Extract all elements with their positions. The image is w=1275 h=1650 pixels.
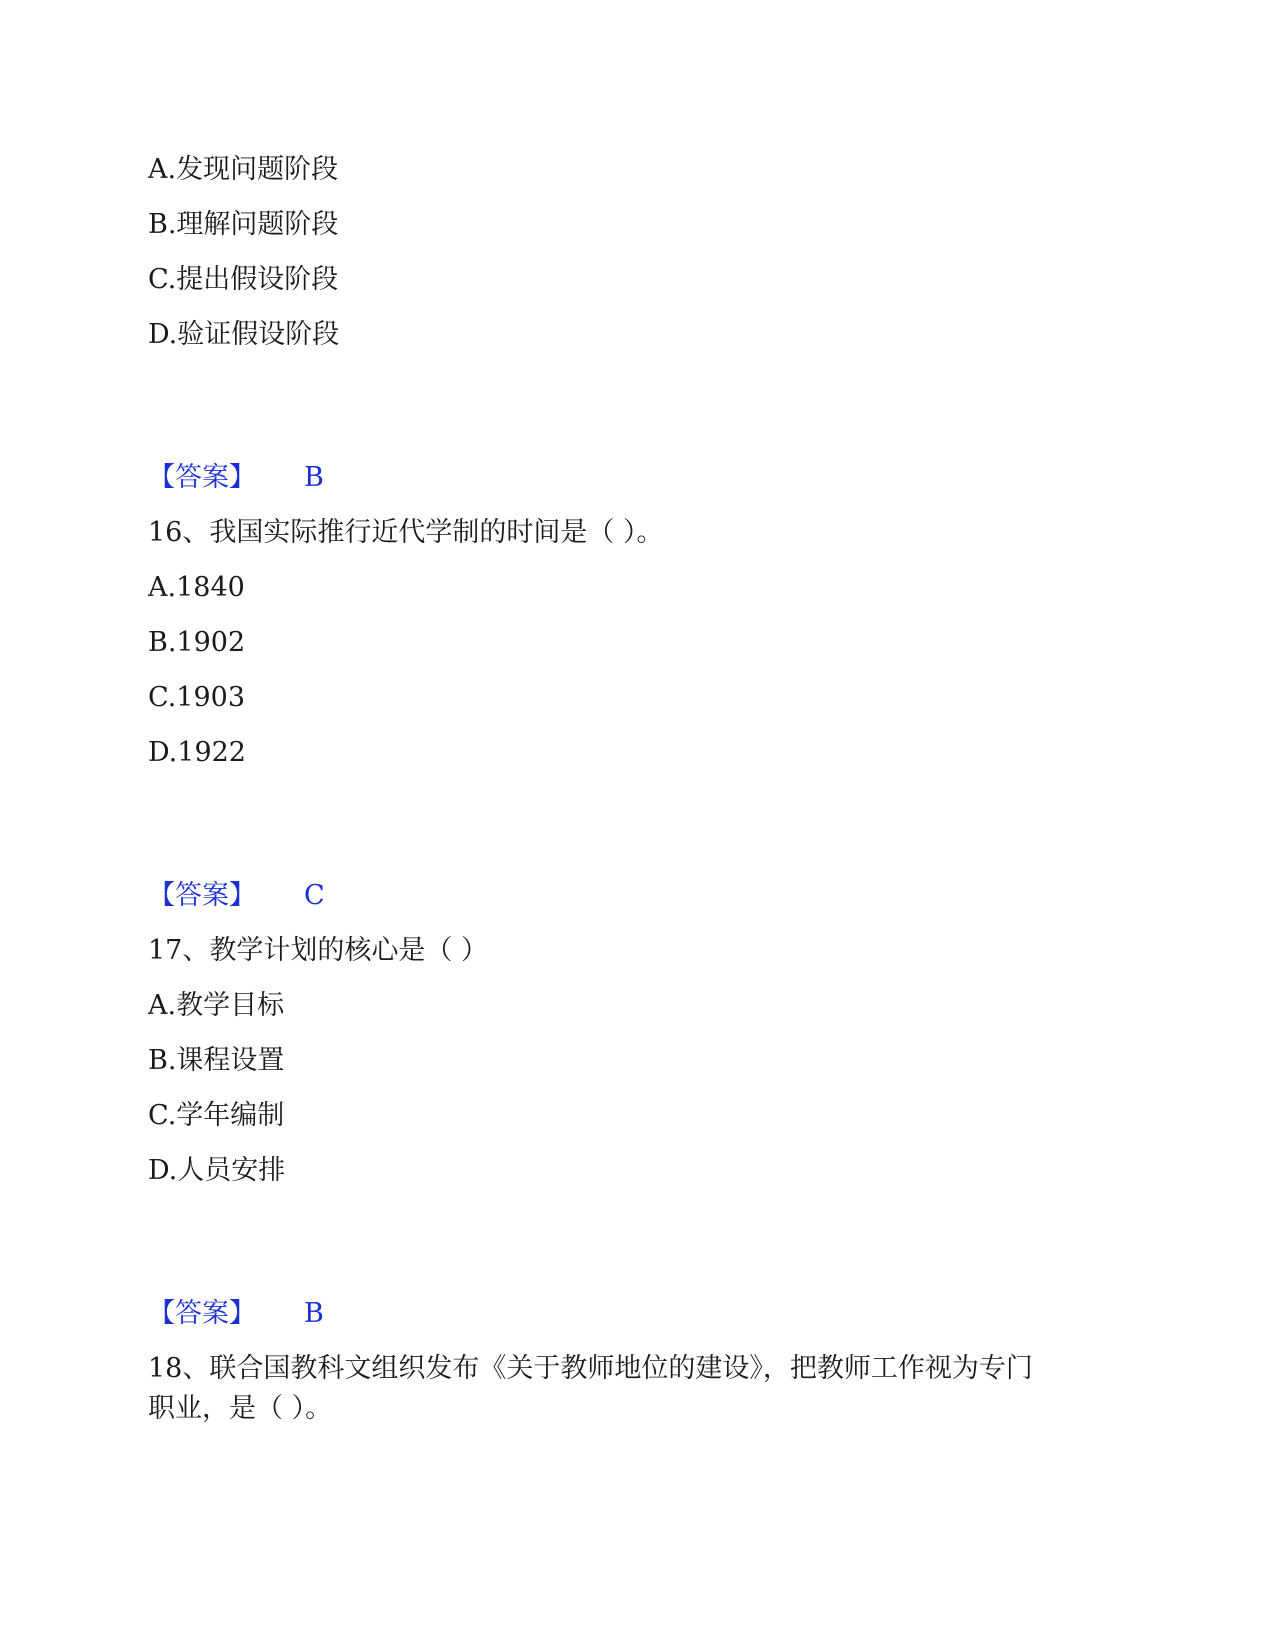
q18-question-line2: 职业，是（ ）。: [148, 1393, 333, 1424]
answer-label: 【答案】: [148, 880, 256, 911]
answer-value: B: [304, 462, 324, 493]
q15-option-c: C.提出假设阶段: [148, 264, 339, 295]
q18-question-line1: 18、联合国教科文组织发布《关于教师地位的建设》，把教师工作视为专门: [148, 1353, 1033, 1384]
q15-option-b: B.理解问题阶段: [148, 209, 339, 240]
q16-option-b: B.1902: [148, 627, 246, 658]
q18-question: [148, 1349, 1128, 1429]
q17-answer: [148, 1294, 324, 1334]
q16-question: 16、我国实际推行近代学制的时间是（ ）。: [148, 517, 664, 548]
q17-option-a: A.教学目标: [148, 990, 285, 1021]
answer-value: C: [304, 880, 325, 911]
q17-option-d: D.人员安排: [148, 1155, 286, 1186]
answer-value: B: [304, 1298, 324, 1329]
q15-answer: [148, 458, 324, 498]
answer-label: 【答案】: [148, 462, 256, 493]
q16-option-a: A.1840: [148, 572, 245, 603]
q16-option-c: C.1903: [148, 682, 245, 713]
q17-question: 17、教学计划的核心是（ ）: [148, 935, 488, 966]
q15-option-d: D.验证假设阶段: [148, 319, 340, 350]
answer-label: 【答案】: [148, 1298, 256, 1329]
q16-option-d: D.1922: [148, 737, 246, 768]
q15-option-a: A.发现问题阶段: [148, 154, 339, 185]
q16-answer: [148, 876, 325, 916]
q17-option-c: C.学年编制: [148, 1100, 285, 1131]
q17-option-b: B.课程设置: [148, 1045, 285, 1076]
